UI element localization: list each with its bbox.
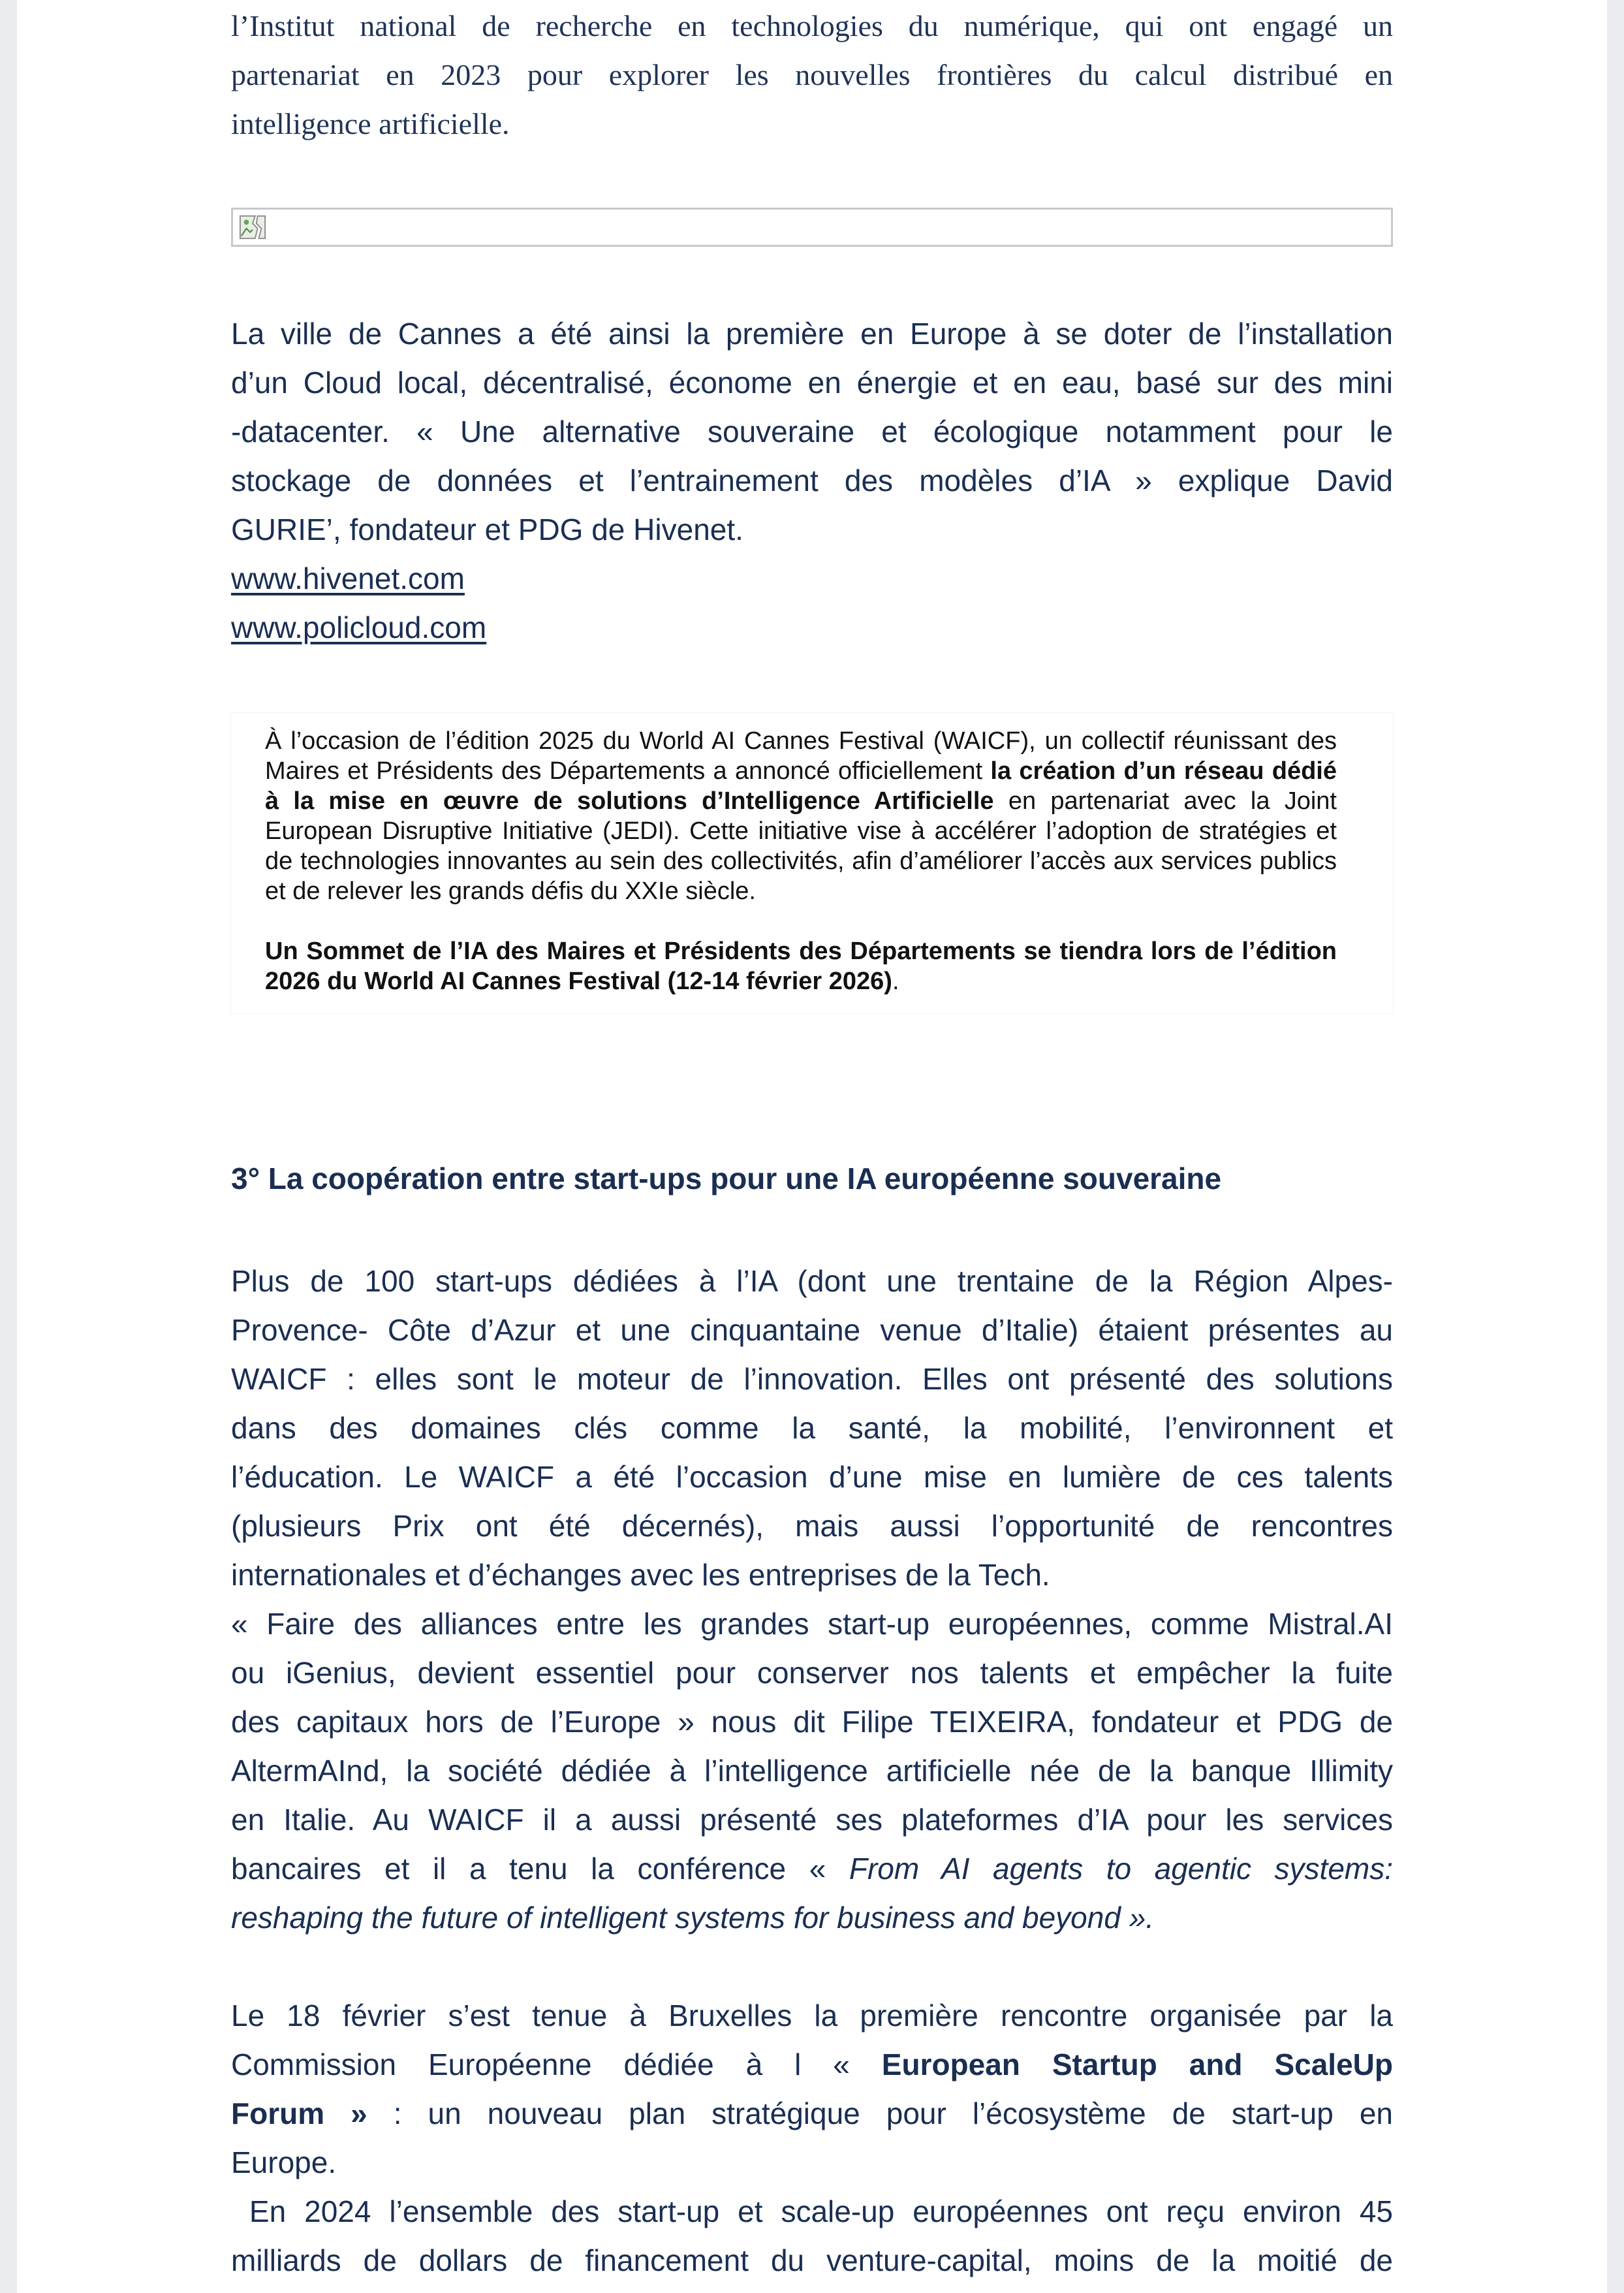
text-line: internationales et d’échanges avec les entreprises de la Tech.: [231, 1558, 1050, 1592]
startups-paragraph: [231, 1257, 1393, 2285]
text-line: AltermAInd, la société dédiée à l’intelligence artificielle née de la banque Illimity: [231, 1754, 1393, 1788]
intro-paragraph: [231, 1, 1393, 148]
text-line: partenariat en 2023 pour explorer les nouvelles frontières du calcul distribué en: [231, 58, 1393, 91]
text-line: reshaping the future of intelligent systems for business and beyond ».: [231, 1901, 1155, 1935]
text-line: GURIE’, fondateur et PDG de Hivenet.: [231, 513, 743, 546]
text-line: l’Institut national de recherche en technologies du numérique, qui ont engagé un: [231, 9, 1393, 42]
text-line: (plusieurs Prix ont été décernés), mais aussi l’opportunité de rencontres: [231, 1509, 1393, 1543]
text-line: des capitaux hors de l’Europe » nous dit Filipe TEIXEIRA, fondateur et PDG de: [231, 1705, 1393, 1739]
text-line: Provence- Côte d’Azur et une cinquantaine venue d’Italie) étaient présentes au: [231, 1313, 1393, 1347]
summit-paragraph: Un Sommet de l’IA des Maires et Présidents des Départements se tiendra lors de l’édition 2026 du World AI Cannes Festival (12-14 février 2026).: [265, 938, 1337, 995]
policloud-link[interactable]: www.policloud.com: [231, 610, 487, 644]
text-line: dans des domaines clés comme la santé, la mobilité, l’environnent et: [231, 1411, 1393, 1445]
text-line: Forum » : un nouveau plan stratégique pour l’écosystème de start-up en: [231, 2096, 1394, 2130]
text-line: WAICF : elles sont le moteur de l’innovation. Elles ont présenté des solutions: [231, 1362, 1393, 1396]
waicf-announcement-box: [231, 713, 1393, 1013]
text-line: Le 18 février s’est tenue à Bruxelles la première rencontre organisée par la: [231, 1999, 1393, 2032]
text-line: Plus de 100 start-ups dédiées à l’IA (dont une trentaine de la Région Alpes-: [231, 1264, 1393, 1298]
text-line: intelligence artificielle.: [231, 107, 510, 140]
cannes-paragraph: [231, 309, 1393, 652]
text-line: Commission Européenne dédiée à l « European Startup and ScaleUp: [231, 2048, 1393, 2081]
text-line: d’un Cloud local, décentralisé, économe en énergie et en eau, basé sur des mini: [231, 366, 1393, 400]
text-line: en Italie. Au WAICF il a aussi présenté ses plateformes d’IA pour les services: [231, 1803, 1393, 1837]
text-line: stockage de données et l’entrainement des modèles d’IA » explique David: [231, 464, 1393, 498]
text-line: milliards de dollars de financement du venture-capital, moins de la moitié de: [231, 2243, 1393, 2277]
document-page: [17, 0, 1607, 2293]
text-line: Europe.: [231, 2145, 337, 2179]
text-line: La ville de Cannes a été ainsi la première en Europe à se doter de l’installation: [231, 317, 1393, 351]
text-line: « Faire des alliances entre les grandes start-up européennes, comme Mistral.AI: [231, 1607, 1393, 1641]
text-line: ou iGenius, devient essentiel pour conserver nos talents et empêcher la fuite: [231, 1656, 1393, 1690]
text-line: En 2024 l’ensemble des start-up et scale-up européennes ont reçu environ 45: [231, 2194, 1393, 2228]
section-heading: 3° La coopération entre start-ups pour une IA européenne souveraine: [231, 1162, 1222, 1195]
broken-image-placeholder: [231, 208, 1393, 247]
text-line: bancaires et il a tenu la conférence « From AI agents to agentic systems:: [231, 1852, 1393, 1886]
hivenet-link[interactable]: www.hivenet.com: [231, 561, 465, 595]
broken-image-icon: [237, 213, 268, 241]
announcement-paragraph: À l’occasion de l’édition 2025 du World AI Cannes Festival (WAICF), un collectif réunissant des Maires et Présidents des Départements a annoncé officiellement la création d’un réseau dédié à la mise en œuvre de solutions d’Intelligence Artificielle en partenariat avec la Joint European Disruptive Initiative (JEDI). Cette initiative vise à accélérer l’adoption de stratégies et de technologies innovantes au sein des collectivités, afin d’améliorer l’accès aux services publics et de relever les grands défis du XXIe siècle.: [265, 727, 1337, 905]
text-line: l’éducation. Le WAICF a été l’occasion d’une mise en lumière de ces talents: [231, 1460, 1393, 1494]
text-line: -datacenter. « Une alternative souveraine et écologique notamment pour le: [231, 415, 1393, 449]
